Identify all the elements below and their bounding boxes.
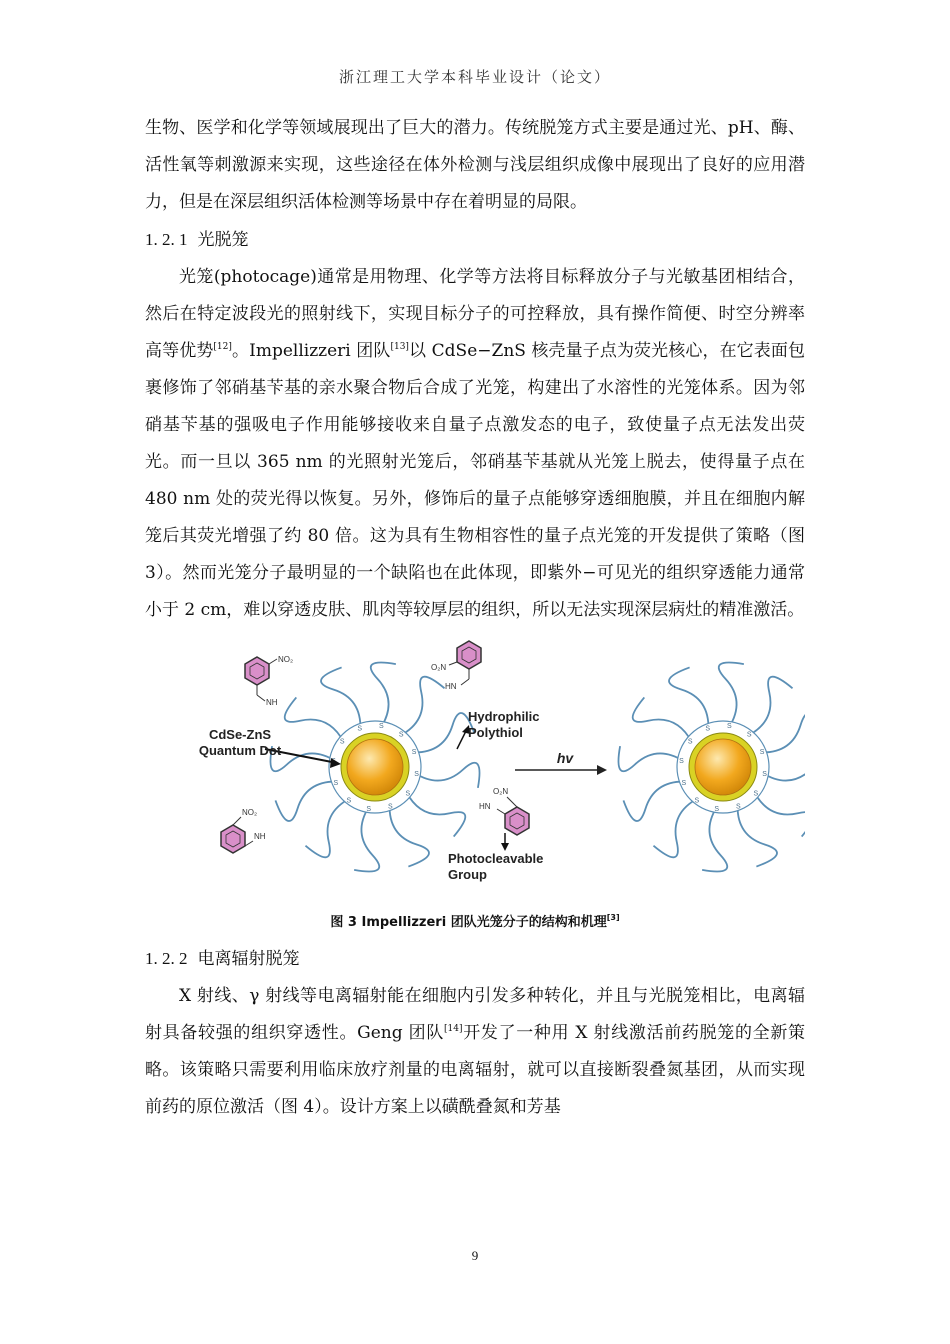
paragraph-3 (145, 978, 805, 1126)
caption-text: 图 3 Impellizzeri 团队光笼分子的结构和机理 (330, 915, 607, 930)
citation-13: [13] (390, 342, 409, 352)
sulfur-label: S (398, 731, 404, 739)
section-number: 1. 2. 1 (145, 230, 188, 249)
polymer-chain (735, 803, 777, 866)
sulfur-label: S (714, 806, 720, 814)
sulfur-label: S (357, 725, 363, 733)
sulfur-label: S (366, 806, 372, 814)
paragraph-2 (145, 259, 805, 629)
polymer-chain (618, 746, 683, 771)
nh-label: NH (266, 698, 278, 707)
sulfur-label: S (746, 731, 752, 739)
caption-citation: [3] (606, 913, 620, 922)
nitrobenzyl-group-bottom-right (479, 787, 529, 835)
no2-label: NO₂ (278, 655, 294, 664)
label-photocleavable-line2: Group (448, 867, 487, 882)
section-heading-1-2-1 (145, 221, 805, 259)
polymer-chain (669, 667, 708, 729)
page-number: 9 (471, 1248, 479, 1263)
section-title-2: 电离辐射脱笼 (197, 949, 300, 969)
paragraph-3-text-b: 开发了一种用 X 射线激活前药脱笼的全新策略。该策略只需要利用临床放疗剂量的电离辐射，就可以直接断裂叠氮基团，从而实现前药的原位激活（图 4）。设计方案上以磺酰叠氮和芳基 (145, 1023, 805, 1117)
polymer-chain (387, 803, 429, 866)
cdse-core (347, 739, 403, 795)
polymer-chain (702, 807, 727, 872)
section-title: 光脱笼 (197, 230, 249, 250)
sulfur-label: S (387, 803, 393, 811)
paragraph-2-text-b: 。Impellizzeri 团队 (231, 341, 391, 361)
label-polythiol-line2: Polythiol (468, 725, 523, 740)
sulfur-label: S (414, 770, 419, 778)
sulfur-label: S (411, 749, 417, 757)
uncaged-quantum-dot (618, 662, 805, 871)
sulfur-label: S (759, 749, 765, 757)
sulfur-label: S (339, 738, 345, 746)
hn-label: HN (445, 682, 457, 691)
nh-label-2: NH (254, 832, 266, 841)
label-hv: hv (556, 750, 574, 766)
sulfur-label: S (694, 797, 700, 805)
nitrobenzyl-group-bottom-left (221, 808, 266, 853)
polymer-chain (275, 779, 339, 821)
sulfur-label: S (705, 725, 711, 733)
figure-3-diagram (145, 637, 805, 897)
polymer-chain (748, 677, 793, 736)
polymer-chain (653, 798, 698, 857)
no2-label-2: NO₂ (242, 808, 258, 817)
polymer-chain (754, 792, 805, 837)
citation-14: [14] (444, 1024, 463, 1034)
reaction-arrowhead (597, 765, 607, 775)
paragraph-2-text-c: 以 CdSe−ZnS 核壳量子点为荧光核心，在它表面包裹修饰了邻硝基苄基的亲水聚合物后合成了光笼，构建出了水溶性的光笼体系。因为邻硝基苄基的强吸电子作用能够接收来自量子点激发态的电子，致使量子点无法发出荧光。而一旦以 365 nm 的光照射光笼后，邻硝基苄基就从光笼上脱去，使得量子点在 480 nm 处的荧光得以恢复。另外，修饰后的量子点能够穿透细胞膜，并且在细胞内解笼后其荧光增强了约 80 倍。这为具有生物相容性的量子点光笼的开发提供了策略（图 3）。然而光笼分子最明显的一个缺陷也在此体现，即紫外−可见光的组织穿透能力通常小于 2 cm，难以穿透皮肤、肌肉等较厚层的组织，所以无法实现深层病灶的精准激活。 (145, 341, 806, 620)
polymer-chain (321, 667, 360, 729)
o2n-label-2: O₂N (493, 787, 509, 796)
caged-quantum-dot (270, 662, 479, 871)
main-content (145, 110, 805, 1126)
photocleavable-pointer-head (501, 843, 509, 851)
o2n-label: O₂N (431, 663, 447, 672)
page-header: 浙江理工大学本科毕业设计（论文） (338, 68, 611, 86)
sulfur-label: S (735, 803, 741, 811)
photocage-diagram (145, 637, 805, 897)
label-qd-line1: CdSe-ZnS (208, 727, 272, 742)
sulfur-label: S (333, 779, 339, 787)
sulfur-label: S (762, 770, 767, 778)
sulfur-label: S (681, 779, 687, 787)
sulfur-label: S (687, 738, 693, 746)
section-number-2: 1. 2. 2 (145, 949, 188, 968)
polymer-chain (400, 677, 445, 736)
nitrobenzyl-group-top-left (245, 655, 293, 707)
polymer-chain (305, 798, 350, 857)
sulfur-label: S (378, 722, 384, 730)
section-heading-1-2-2 (145, 940, 805, 978)
paragraph-3-text-a: X 射线、γ 射线等电离辐射能在细胞内引发多种转化，并且与光脱笼相比，电离辐射具备较强的组织穿透性。Geng 团队 (145, 986, 805, 1043)
polymer-chain (633, 697, 692, 742)
polymer-chain (719, 662, 744, 727)
sulfur-label: S (679, 758, 684, 766)
polymer-chain (285, 697, 344, 742)
label-qd-line2: Quantum Dot (198, 743, 282, 758)
sulfur-label: S (753, 790, 759, 798)
paragraph-2-text-a: 光笼(photocage)通常是用物理、化学等方法将目标释放分子与光敏基团相结合，然后在特定波段光的照射线下，实现目标分子的可控释放，具有操作简便、时空分辨率高等优势 (145, 267, 805, 361)
figure-3-caption (145, 911, 805, 930)
cdse-core (695, 739, 751, 795)
polymer-chain (354, 807, 379, 872)
hn-label-2: HN (479, 802, 491, 811)
citation-12: [12] (213, 342, 232, 352)
paragraph-1: 生物、医学和化学等领域展现出了巨大的潜力。传统脱笼方式主要是通过光、pH、酶、活性氧等刺激源来实现，这些途径在体外检测与浅层组织成像中展现出了良好的应用潜力，但是在深层组织活体检测等场景中存在着明显的局限。 (145, 118, 805, 212)
label-polythiol-line1: Hydrophilic (468, 709, 540, 724)
polymer-chain (371, 662, 396, 727)
label-photocleavable-line1: Photocleavable (448, 851, 544, 866)
sulfur-label: S (346, 797, 352, 805)
polymer-chain (623, 779, 687, 821)
polymer-chain (415, 763, 480, 788)
sulfur-label: S (726, 722, 732, 730)
polymer-chain (406, 792, 465, 837)
sulfur-label: S (405, 790, 411, 798)
